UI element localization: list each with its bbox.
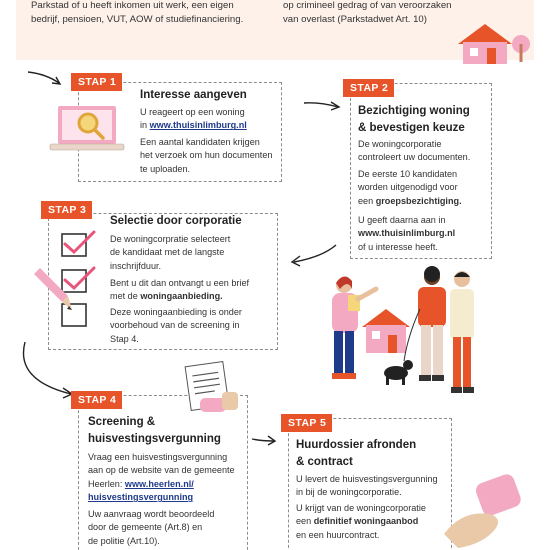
text-line: U levert de huisvestingsvergunning bbox=[296, 474, 438, 484]
arrow-icon bbox=[250, 434, 280, 448]
step-2-text-2 bbox=[358, 168, 490, 208]
heerlen-link[interactable]: huisvestingsvergunning bbox=[88, 492, 194, 503]
step-title-line: Huurdossier afronden bbox=[296, 439, 417, 451]
step-1-text-2 bbox=[140, 136, 282, 176]
text-prefix: een bbox=[296, 516, 314, 527]
text-line bbox=[358, 227, 490, 240]
step-3-badge: STAP 3 bbox=[41, 201, 92, 219]
text-line: of u interesse heeft. bbox=[358, 241, 438, 252]
top-right-line: van overlast (Parkstadwet Art. 10) bbox=[283, 14, 427, 25]
text-line: De eerste 10 kandidaten bbox=[358, 169, 458, 179]
step-4-title bbox=[88, 414, 221, 448]
text-line bbox=[296, 515, 452, 528]
text-bold: woningaanbieding. bbox=[140, 291, 223, 302]
text-prefix: met de bbox=[110, 291, 141, 302]
text-line: U krijgt van de woningcorporatie bbox=[296, 503, 426, 513]
step-2-text-1 bbox=[358, 138, 490, 165]
text-line: Een aantal kandidaten krijgen bbox=[140, 137, 260, 147]
text-line: Vraag een huisvestingsvergunning bbox=[88, 452, 228, 462]
step-2-badge: STAP 2 bbox=[343, 79, 394, 97]
step-2-text-3 bbox=[358, 214, 490, 254]
step-1-badge: STAP 1 bbox=[71, 73, 122, 91]
step-5-badge: STAP 5 bbox=[281, 414, 332, 432]
step-1-text-1 bbox=[140, 106, 280, 133]
step-3-text-2 bbox=[110, 277, 276, 304]
step-2-title bbox=[358, 103, 470, 137]
text-bold: www.thuisinlimburg.nl bbox=[358, 228, 456, 239]
text-prefix: in bbox=[140, 120, 150, 131]
house-illustration bbox=[455, 14, 535, 64]
step-4-badge: STAP 4 bbox=[71, 391, 122, 409]
step-title-line: Bezichtiging woning bbox=[358, 105, 470, 117]
text-line: De woningcorpratie selecteert bbox=[110, 234, 231, 244]
step-title-line: & bevestigen keuze bbox=[358, 122, 465, 134]
step-1-title bbox=[140, 87, 247, 104]
text-line: controleert uw documenten. bbox=[358, 152, 471, 163]
top-left-text bbox=[31, 0, 271, 27]
text-line: Stap 4. bbox=[110, 333, 139, 344]
step-3-title bbox=[110, 213, 242, 230]
text-line: U geeft daarna aan in bbox=[358, 215, 446, 225]
text-line bbox=[88, 478, 248, 491]
step-5-text-1 bbox=[296, 473, 452, 500]
document-thumbs-up-icon bbox=[184, 358, 248, 418]
arrow-icon bbox=[26, 68, 66, 88]
step-5-text-2 bbox=[296, 502, 452, 542]
step-3-text-1 bbox=[110, 233, 276, 273]
people-viewing-house-illustration bbox=[318, 265, 488, 405]
text-line: aan op de website van de gemeente bbox=[88, 465, 235, 476]
text-line: Deze woningaanbieding is onder bbox=[110, 307, 242, 317]
arrow-icon bbox=[302, 98, 342, 112]
text-line: inschrijfduur. bbox=[110, 260, 162, 271]
text-line bbox=[88, 491, 248, 504]
step-title-line: huisvestingsvergunning bbox=[88, 433, 221, 445]
step-4-text-1 bbox=[88, 451, 248, 505]
step-5-title bbox=[296, 437, 416, 471]
step-title-line: & contract bbox=[296, 456, 353, 468]
text-line: in bij de woningcorporatie. bbox=[296, 487, 402, 498]
text-line bbox=[140, 119, 280, 132]
text-bold: definitief woningaanbod bbox=[313, 516, 419, 527]
text-line: en een huurcontract. bbox=[296, 529, 380, 540]
text-line: Bent u dit dan ontvangt u een brief bbox=[110, 278, 250, 288]
text-line: worden uitgenodigd voor bbox=[358, 182, 458, 193]
text-line: de kandidaat met de langste bbox=[110, 247, 225, 258]
step-title-line: Selectie door corporatie bbox=[110, 215, 242, 227]
top-left-line: Parkstad of u heeft inkomen uit werk, een eigen bbox=[31, 0, 234, 11]
step-3-text-3 bbox=[110, 306, 276, 346]
text-line: door de gemeente (Art.8) en bbox=[88, 522, 203, 533]
step-title-line: Screening & bbox=[88, 416, 156, 428]
text-prefix: Heerlen: bbox=[88, 478, 125, 489]
arrow-icon bbox=[288, 243, 340, 267]
text-line: Uw aanvraag wordt beoordeeld bbox=[88, 509, 215, 519]
text-line: de politie (Art.10). bbox=[88, 535, 160, 546]
text-line: De woningcorporatie bbox=[358, 139, 442, 149]
text-prefix: een bbox=[358, 195, 376, 206]
text-line: het verzoek om hun documenten bbox=[140, 150, 273, 161]
step-title-line: Interesse aangeven bbox=[140, 89, 247, 101]
hand-illustration bbox=[438, 474, 536, 550]
thuisinlimburg-link[interactable]: www.thuisinlimburg.nl bbox=[149, 120, 247, 131]
text-line: te uploaden. bbox=[140, 163, 191, 174]
pencil-icon bbox=[30, 268, 74, 312]
text-line bbox=[358, 195, 490, 208]
step-4-text-2 bbox=[88, 508, 248, 548]
top-right-line: op crimineel gedrag of van veroorzaken bbox=[283, 0, 452, 11]
heerlen-link[interactable]: www.heerlen.nl/ bbox=[124, 478, 194, 489]
laptop-search-icon bbox=[48, 104, 130, 164]
top-left-line: bedrijf, pensioen, VUT, AOW of studiefinanciering. bbox=[31, 14, 244, 25]
text-line: U reageert op een woning bbox=[140, 107, 245, 117]
text-line bbox=[110, 290, 276, 303]
text-line: voorbehoud van de screening in bbox=[110, 320, 240, 331]
text-bold: groepsbezichtiging. bbox=[375, 195, 462, 206]
top-right-text bbox=[283, 0, 483, 27]
